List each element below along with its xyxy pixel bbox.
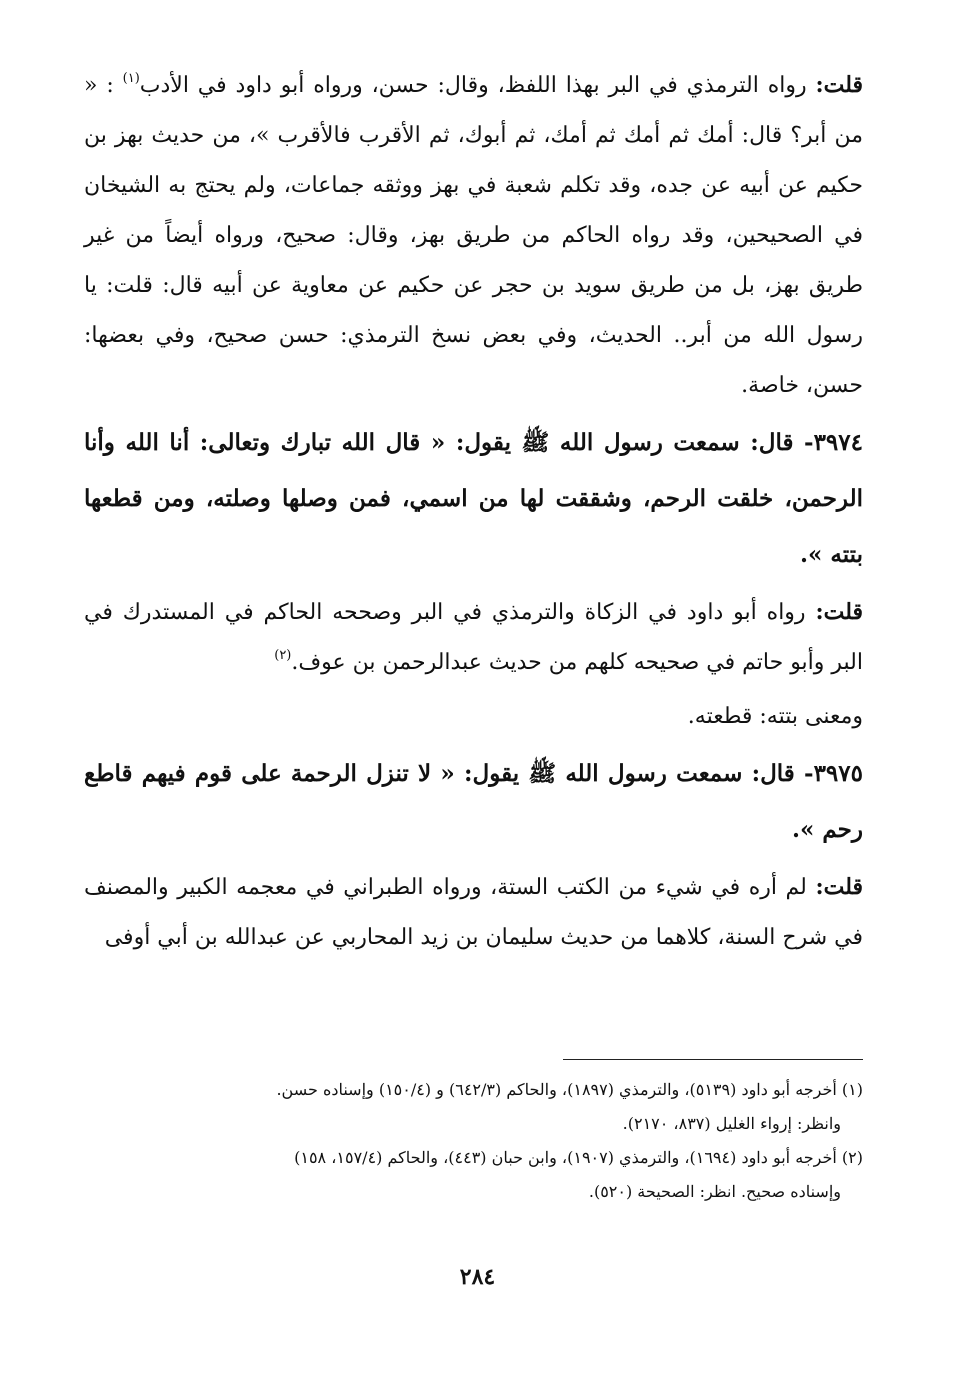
commentary-paragraph: [84, 60, 863, 411]
commentary-paragraph: [84, 587, 863, 688]
commentary-lead: قلت:: [815, 599, 863, 625]
page-number: ٢٨٤: [459, 1264, 496, 1290]
hadith-paragraph: ٣٩٧٥- قال: سمعت رسول الله ﷺ يقول: « لا تنزل الرحمة على قوم فيهم قاطع رحم ».: [84, 760, 863, 843]
footnote-line: (١) أخرجه أبو داود (٥١٣٩)، والترمذي (١٨٩٧)، والحاكم (٦٤٢/٣) و (١٥٠/٤) وإسناده حسن.: [276, 1080, 863, 1099]
footnotes: [84, 1073, 863, 1209]
commentary-text-continued: : « من أبر؟ قال: أمك ثم أمك ثم أمك، ثم أبوك، ثم الأقرب فالأقرب »، من حديث بهز بن حكيم عن أبيه عن جده، وقد تكلم شعبة في بهز ووثقه جماعات، ولم يحتج به الشيخان في الصحيحين، وقد رواه الحاكم من طريق بهز، وقال: صحيح، ورواه أيضاً من غير طريق بهز، بل من طريق سويد بن حجر عن حكيم عن معاوية عن أبيه قال: قلت: يا رسول الله من أبر.. الحديث، وفي بعض نسخ الترمذي: حسن صحيح، وفي بعضها: حسن، خاصة.: [84, 73, 863, 398]
commentary-lead: قلت:: [815, 874, 863, 900]
explanation-line: ومعنى بتته: قطعته.: [687, 704, 863, 729]
footnote-reference[interactable]: (٢): [274, 647, 292, 663]
footnote-line: وانظر: إرواء الغليل (٨٣٧، ٢١٧٠).: [622, 1114, 841, 1133]
footnote-divider: [563, 1059, 863, 1060]
commentary-text: لم أره في شيء من الكتب الستة، ورواه الطبراني في معجمه الكبير والمصنف في شرح السنة، كلاهما من حديث سليمان بن زيد المحاربي عن عبدالله بن أبي أوفى: [84, 875, 863, 950]
commentary-lead: قلت:: [815, 72, 863, 98]
commentary-paragraph: [84, 862, 863, 963]
footnote-line: وإسناده صحيح. انظر: الصحيحة (٥٢٠).: [588, 1182, 841, 1201]
footnote-reference[interactable]: (١): [122, 70, 140, 86]
footnote-line: (٢) أخرجه أبو داود (١٦٩٤)، والترمذي (١٩٠٧)، وابن حبان (٤٤٣)، والحاكم (١٥٧/٤، ١٥٨): [294, 1148, 863, 1167]
commentary-text: رواه الترمذي في البر بهذا اللفظ، وقال: حسن، ورواه أبو داود في الأدب: [139, 73, 807, 98]
commentary-text: رواه أبو داود في الزكاة والترمذي في البر وصححه الحاكم في المستدرك في البر وأبو حاتم في صحيحه كلهم من حديث عبدالرحمن بن عوف.: [84, 600, 863, 675]
hadith-paragraph: ٣٩٧٤- قال: سمعت رسول الله ﷺ يقول: « قال الله تبارك وتعالى: أنا الله وأنا الرحمن، خلقت الرحم، وشققت لها من اسمي، فمن وصلها وصلته، ومن قطعها بتته ».: [84, 429, 863, 568]
